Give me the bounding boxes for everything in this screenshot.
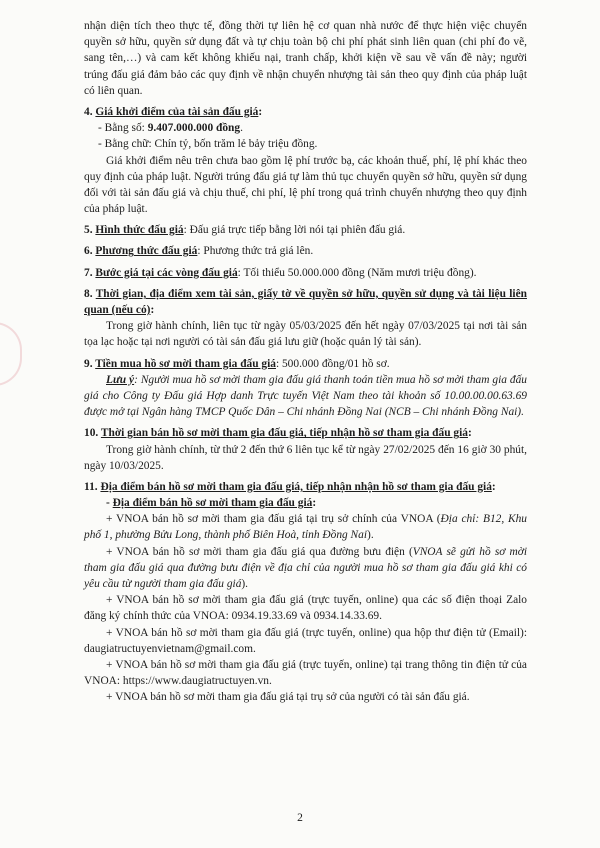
section-4-amount-prefix: - Bằng số: [98, 122, 148, 135]
section-9-note-text: : Người mua hồ sơ mời tham gia đấu giá thanh toán tiền mua hồ sơ mời tham gia đấu giá cho Công ty Đấu giá Hợp danh Trực tuyến Việt Nam theo tài khoản số 10.00.00.00.63.69 được mở tại Ngân hàng TMCP Quốc Dân – Chi nhánh Đồng Nai (NCB – Chi nhánh Đồng Nai). [84, 373, 527, 419]
section-6-line [84, 243, 527, 259]
section-4-heading [84, 104, 527, 120]
section-9-number: 9. [84, 357, 93, 370]
item-1-end: ). [367, 529, 374, 542]
section-11-subheading [84, 495, 527, 511]
section-4-amount [84, 120, 527, 136]
item-2-italic: VNOA sẽ gửi hồ sơ mời tham gia đấu giá qua đường bưu điện về địa chỉ của người mua hồ sơ tham gia đấu giá khi có yêu cầu từ người tham gia đấu giá [84, 545, 527, 590]
section-6-text: : Phương thức trả giá lên. [197, 245, 314, 258]
section-11-item-6: + VNOA bán hồ sơ mời tham gia đấu giá tại trụ sở của người có tài sản đấu giá. [106, 691, 470, 704]
section-7-title: Bước giá tại các vòng đấu giá [95, 266, 238, 279]
section-9-text: : 500.000 đồng/01 hồ sơ. [275, 357, 390, 370]
item-4-text: + VNOA bán hồ sơ mời tham gia đấu giá (trực tuyến, online) qua hộp thư điện tử (Email): [106, 626, 527, 639]
section-4-amount-suffix: . [240, 122, 243, 135]
section-11-item-3: + VNOA bán hồ sơ mời tham gia đấu giá (trực tuyến, online) qua các số điện thoại Zalo đăng ký chính thức của VNOA: 0934.19.33.69 và 0934.14.33.69. [84, 594, 527, 623]
section-7-text: : Tối thiểu 50.000.000 đồng (Năm mươi triệu đồng). [237, 266, 477, 279]
section-7-number: 7. [84, 266, 93, 279]
section-11-item-5: + VNOA bán hồ sơ mời tham gia đấu giá (trực tuyến, online) tại trang thông tin điện tử của VNOA: https://www.daugiatructuyen.vn. [84, 658, 527, 688]
section-6-title: Phương thức đấu giá [95, 245, 198, 258]
section-11-heading [84, 479, 527, 495]
section-9-title: Tiền mua hồ sơ mời tham gia đấu giá [95, 357, 276, 370]
section-6-number: 6. [84, 245, 93, 258]
section-11-colon: : [491, 480, 496, 493]
section-5-line [84, 222, 527, 238]
section-11-sub-prefix: - [106, 497, 113, 510]
section-11-title: Địa điểm bán hồ sơ mời tham gia đấu giá, tiếp nhận nhận hồ sơ tham gia đấu giá [100, 480, 492, 493]
section-9-line [84, 356, 527, 372]
section-10-title: Thời gian bán hồ sơ mời tham gia đấu giá, tiếp nhận hồ sơ tham gia đấu giá [100, 427, 468, 440]
item-4-end: . [252, 642, 256, 655]
section-4-note: Giá khởi điểm nêu trên chưa bao gồm lệ phí trước bạ, các khoản thuế, phí, lệ phí khác theo quy định của pháp luật. Người trúng đấu giá tự làm thủ tục chuyển quyền sở hữu, quyền sử dụng đối với tài sản đấu giá và chịu thuế, chi phí, lệ phí trong quá trình chuyển nhượng theo quy định của pháp luật. [84, 154, 527, 216]
section-8-text: Trong giờ hành chính, liên tục từ ngày 05/03/2025 đến hết ngày 07/03/2025 tại nơi tài sản tọa lạc hoặc tại nơi người có tài sản đấu giá lưu giữ (hoặc quản lý tài sản). [84, 320, 527, 349]
section-10-heading [84, 425, 527, 441]
item-4-email: daugiatructuyenvietnam@gmail.com [84, 642, 253, 655]
page-number: 2 [297, 812, 303, 824]
section-4-number: 4. [84, 105, 93, 118]
section-10-text: Trong giờ hành chính, từ thứ 2 đến thứ 6 liên tục kể từ ngày 27/02/2025 đến 16 giờ 30 phút, ngày 10/03/2025. [84, 443, 527, 472]
section-7-line [84, 265, 527, 281]
section-5-number: 5. [84, 224, 93, 237]
section-11-sub-title: Địa điểm bán hồ sơ mời tham gia đấu giá [112, 497, 313, 510]
stamp-mark [0, 322, 22, 386]
section-11-item-2 [84, 544, 527, 593]
item-2-end: ). [241, 578, 249, 590]
section-11-item-1 [84, 511, 527, 543]
section-9-note [84, 372, 527, 421]
item-1-text: + VNOA bán hồ sơ mời tham gia đấu giá tại trụ sở chính của VNOA ( [106, 513, 441, 526]
intro-paragraph: nhận diện tích theo thực tế, đồng thời tự liên hệ cơ quan nhà nước để thực hiện việc chuyển quyền sở hữu, quyền sử dụng đất và tự chịu toàn bộ chi phí phát sinh liên quan (chi phí đo vẽ, sang tên,…) và cam kết không khiếu nại, tranh chấp, khởi kiện về sau về vấn đề này; người trúng đấu giá đảm bảo các quy định về nhận chuyển nhượng tài sản theo quy định của pháp luật có liên quan. [84, 20, 527, 97]
section-9-note-label: Lưu ý [106, 373, 135, 386]
item-2-text: + VNOA bán hồ sơ mời tham gia đấu giá qua đường bưu điện ( [106, 545, 413, 558]
section-11-number: 11. [84, 480, 98, 493]
document-body [84, 18, 527, 706]
section-11-item-4 [84, 625, 527, 657]
section-10-number: 10. [84, 427, 99, 440]
section-10-colon: : [467, 427, 472, 440]
section-5-title: Hình thức đấu giá [95, 224, 184, 237]
section-8-heading [84, 286, 527, 318]
section-4-colon: : [258, 105, 263, 118]
item-1-italic: Địa chỉ: B12, Khu phố 1, phường Bửu Long, thành phố Biên Hoà, tỉnh Đồng Nai [84, 513, 527, 542]
section-8-title: Thời gian, địa điểm xem tài sản, giấy tờ về quyền sở hữu, quyền sử dụng và tài liệu liên quan (nếu có) [84, 287, 527, 316]
section-4-words: - Bằng chữ: Chín tỷ, bốn trăm lẻ bảy triệu đồng. [98, 138, 318, 151]
section-4-title: Giá khởi điểm của tài sản đấu giá [95, 105, 259, 118]
section-8-colon: : [150, 304, 155, 316]
section-11-sub-colon: : [312, 497, 317, 510]
section-5-text: : Đấu giá trực tiếp bằng lời nói tại phiên đấu giá. [183, 224, 406, 237]
section-4-amount-value: 9.407.000.000 đồng [147, 122, 241, 135]
section-8-number: 8. [84, 287, 93, 300]
